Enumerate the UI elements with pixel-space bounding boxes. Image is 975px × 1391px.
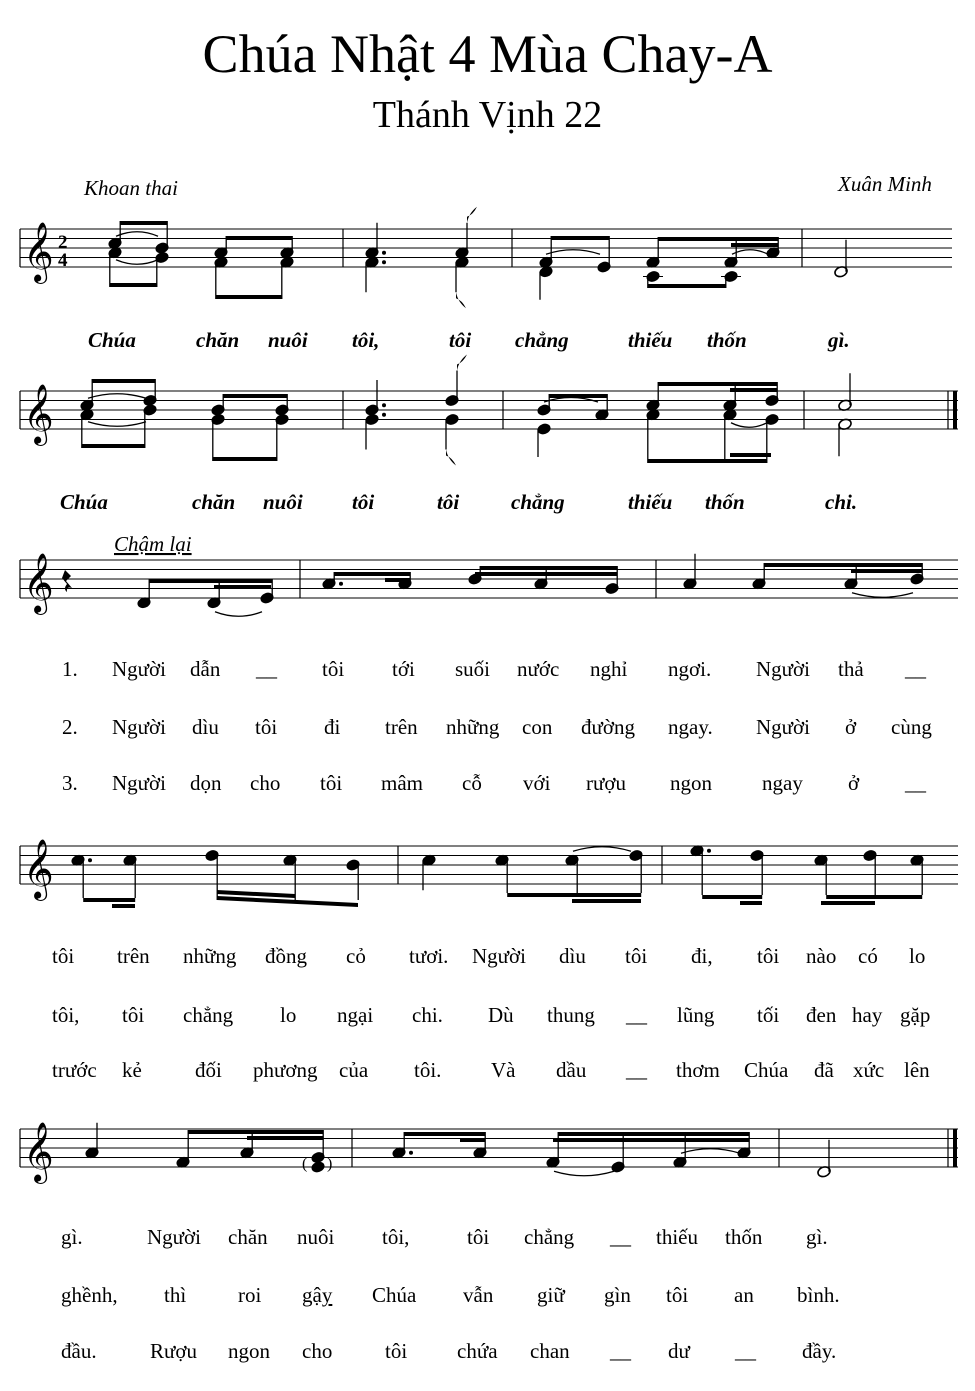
lyric-word: Chúa — [88, 328, 136, 352]
note-flag — [446, 450, 456, 466]
lyric-word: chứa — [457, 1339, 498, 1363]
augmentation-dot — [382, 251, 386, 255]
note-beam — [658, 382, 777, 386]
lyric-word: Người — [112, 657, 166, 681]
lyric-word: roi — [238, 1283, 262, 1307]
note-flag — [467, 207, 477, 223]
lyric-word: dẫn — [190, 657, 221, 681]
lyric-word: đã — [814, 1058, 834, 1082]
lyric-word: cùng — [891, 715, 932, 739]
lyric-word: tới — [392, 657, 415, 681]
lyric-word: __ — [626, 1058, 647, 1082]
lyric-word: tôi, — [52, 1003, 80, 1027]
lyric-word: cho — [302, 1339, 333, 1363]
lyric-word: 3. — [62, 771, 78, 795]
lyric-word: tươi. — [409, 944, 449, 968]
lyric-word: Người — [147, 1225, 201, 1249]
note-beam — [149, 579, 272, 583]
lyric-word: Chúa — [60, 490, 108, 514]
note-beam — [702, 895, 762, 899]
lyric-word: chi. — [825, 490, 858, 514]
lyric-word: thốn — [707, 328, 747, 352]
treble-clef: 𝄞 — [23, 553, 54, 613]
note-beam — [730, 453, 771, 457]
lyric-word: ngơi. — [668, 657, 712, 681]
lyric-word: Chúa — [372, 1283, 417, 1307]
lyric-word: rượu — [586, 771, 626, 795]
lyric-word: cỗ — [462, 771, 482, 795]
note-head — [311, 1161, 326, 1174]
lyric-word: đi — [324, 715, 341, 739]
lyric-word: Chúa — [744, 1058, 789, 1082]
lyric-word: của — [339, 1058, 369, 1082]
note-flag — [457, 355, 467, 371]
lyric-word: __ — [735, 1339, 756, 1363]
lyric-word: Người — [756, 657, 810, 681]
page-title: Chúa Nhật 4 Mùa Chay-A — [202, 24, 773, 84]
lyric-word: chẳng — [524, 1225, 575, 1249]
lyric-word: nào — [806, 944, 837, 968]
note-beam — [731, 243, 778, 247]
lyric-word: tôi — [320, 771, 343, 795]
lyric-word: Và — [491, 1058, 516, 1082]
lyric-word: đầu. — [61, 1339, 97, 1363]
lyric-word: bình. — [797, 1283, 840, 1307]
note-head — [537, 423, 552, 436]
lyric-word: nghỉ — [590, 657, 628, 681]
note-beam — [648, 284, 726, 288]
tie — [88, 394, 146, 399]
note-beam — [507, 893, 641, 897]
lyric-word: thiếu — [628, 328, 673, 352]
treble-clef: 𝄞 — [23, 384, 54, 444]
lyric-word: __ — [610, 1339, 631, 1363]
lyric-word: dìu — [192, 715, 219, 739]
note-beam — [404, 1132, 485, 1136]
lyric-word: gìn — [604, 1283, 631, 1307]
note-beam — [658, 237, 778, 241]
lyric-word: thung — [547, 1003, 595, 1027]
lyric-word: ghềnh, — [61, 1283, 118, 1307]
lyric-word: cỏ — [346, 944, 366, 968]
lyric-word: đường — [581, 715, 635, 739]
lyric-word: chi. — [412, 1003, 443, 1027]
lyric-word: gì. — [828, 328, 850, 352]
tie — [554, 1171, 614, 1176]
lyric-word: ngon — [670, 771, 712, 795]
lyric-word: thiếu — [628, 490, 673, 514]
augmentation-dot — [382, 403, 386, 407]
lyric-word: gậy — [302, 1283, 333, 1307]
optional-paren-close: ) — [327, 1155, 333, 1173]
treble-clef: 𝄞 — [23, 839, 54, 899]
lyric-word: ở — [845, 715, 857, 739]
note-beam — [213, 457, 277, 461]
lyric-word: Người — [472, 944, 526, 968]
lyric-word: ngại — [337, 1003, 374, 1027]
lyric-word: 2. — [62, 715, 78, 739]
augmentation-dot — [339, 582, 343, 586]
note-beam — [826, 895, 922, 899]
lyric-word: đầy. — [802, 1339, 837, 1363]
tempo-marking: Khoan thai — [84, 176, 178, 200]
note-beam — [120, 221, 167, 225]
lyric-word: tôi — [122, 1003, 145, 1027]
lyric-word: an — [734, 1283, 754, 1307]
tie — [852, 593, 913, 598]
treble-clef: 𝄞 — [23, 1122, 54, 1182]
lyric-word: giữ — [537, 1283, 565, 1307]
lyric-word: chăn — [192, 490, 236, 514]
composer-name: Xuân Minh — [838, 172, 932, 196]
lyric-word: chan — [530, 1339, 570, 1363]
lyric-word: chăn — [228, 1225, 268, 1249]
lyric-word: tôi — [255, 715, 278, 739]
note-beam — [764, 563, 922, 567]
lyric-word: thơm — [676, 1058, 720, 1082]
lyric-word: chăn — [196, 328, 240, 352]
lyric-word: tôi — [352, 490, 375, 514]
note-beam — [730, 388, 777, 392]
note-beam — [334, 572, 410, 576]
time-signature-bottom: 4 — [58, 250, 68, 271]
lyric-word: __ — [610, 1225, 631, 1249]
lyric-word: Rượu — [150, 1339, 197, 1363]
note-beam — [740, 901, 762, 905]
lyric-word: ở — [848, 771, 860, 795]
lyric-word: gì. — [806, 1225, 828, 1249]
note-beam — [110, 283, 157, 287]
lyric-word: tôi. — [414, 1058, 442, 1082]
note-beam — [247, 1136, 323, 1140]
lyric-word: có — [858, 944, 878, 968]
lyric-word: trước — [52, 1058, 97, 1082]
note-beam — [83, 898, 135, 902]
note-beam — [572, 899, 641, 903]
lyric-word: tối — [757, 1003, 780, 1027]
optional-paren-open: ( — [302, 1155, 308, 1173]
time-signature-top: 2 — [58, 232, 68, 253]
note-flag — [456, 292, 466, 308]
lyric-word: thốn — [705, 490, 745, 514]
note-beam — [223, 394, 287, 398]
lyric-word: những — [183, 944, 237, 968]
lyric-word: __ — [905, 657, 926, 681]
tie — [681, 1149, 740, 1154]
lyric-word: tôi — [437, 490, 460, 514]
lyric-word: suối — [455, 657, 491, 681]
lyric-word: tôi — [666, 1283, 689, 1307]
lyric-word: chẳng — [515, 328, 569, 352]
note-beam — [851, 569, 922, 573]
augmentation-dot — [409, 1151, 413, 1155]
note-beam — [217, 896, 358, 907]
lyric-word: kẻ — [122, 1058, 142, 1082]
tempo-change: Chậm lại — [114, 532, 192, 556]
lyric-word: lo — [909, 944, 926, 968]
augmentation-dot — [707, 849, 711, 853]
augmentation-dot — [382, 260, 386, 264]
augmentation-dot — [88, 858, 92, 862]
tie — [215, 612, 262, 617]
lyric-word: xức — [853, 1058, 885, 1082]
note-beam — [553, 1138, 749, 1142]
augmentation-dot — [382, 413, 386, 417]
lyric-word: tôi — [52, 944, 75, 968]
lyric-word: lên — [904, 1058, 930, 1082]
treble-clef: 𝄞 — [23, 222, 54, 282]
note-beam — [112, 904, 135, 908]
lyric-word: mâm — [381, 771, 423, 795]
lyric-word: cho — [250, 771, 281, 795]
lyric-word: Người — [112, 771, 166, 795]
lyric-word: tôi — [322, 657, 345, 681]
lyric-word: tôi — [467, 1225, 490, 1249]
note-head — [365, 413, 380, 426]
lyric-word: Dù — [488, 1003, 514, 1027]
note-head — [445, 413, 460, 426]
lyric-word: tôi, — [352, 328, 380, 352]
lyric-word: tôi — [385, 1339, 408, 1363]
note-beam — [648, 459, 767, 463]
lyric-word: thì — [164, 1283, 187, 1307]
lyric-word: __ — [905, 771, 926, 795]
note-beam — [188, 1130, 323, 1134]
note-beam — [82, 444, 145, 448]
lyric-word: ngay. — [668, 715, 713, 739]
tie — [116, 260, 158, 265]
lyric-word: thả — [838, 657, 864, 681]
lyric-word: thiếu — [656, 1225, 698, 1249]
lyric-word: lũng — [677, 1003, 715, 1027]
note-beam — [480, 566, 617, 570]
note-beam — [551, 236, 609, 240]
lyric-word: __ — [626, 1003, 647, 1027]
tie — [544, 398, 598, 403]
lyric-word: nước — [517, 657, 560, 681]
tie — [732, 250, 768, 255]
lyric-word: đồng — [265, 944, 307, 968]
note-beam — [475, 572, 617, 576]
lyric-word: tôi — [625, 944, 648, 968]
lyric-word: trên — [117, 944, 150, 968]
lyric-word: những — [446, 715, 500, 739]
lyric-word: thốn — [725, 1225, 763, 1249]
lyric-word: Người — [112, 715, 166, 739]
note-beam — [226, 236, 292, 240]
lyric-word: Người — [756, 715, 810, 739]
tie — [88, 422, 146, 427]
note-beam — [821, 901, 875, 905]
lyric-word: dư — [668, 1339, 690, 1363]
lyric-word: đi, — [691, 944, 713, 968]
tie — [731, 423, 767, 428]
lyric-word: dọn — [190, 771, 222, 795]
note-beam — [558, 1132, 749, 1136]
lyric-word: chẳng — [511, 490, 565, 514]
lyric-word: dầu — [556, 1058, 587, 1082]
tie — [573, 847, 631, 852]
lyric-word: con — [522, 715, 553, 739]
lyric-word: đen — [806, 1003, 837, 1027]
lyric-word: lo — [280, 1003, 297, 1027]
lyric-word: chẳng — [183, 1003, 234, 1027]
note-beam — [92, 379, 155, 383]
lyric-word: nuôi — [268, 328, 308, 352]
lyric-word: trên — [385, 715, 418, 739]
lyric-word: nuôi — [297, 1225, 335, 1249]
lyric-word: phương — [253, 1058, 318, 1082]
tie — [116, 232, 158, 237]
page-subtitle: Thánh Vịnh 22 — [372, 94, 603, 136]
lyric-word: dìu — [559, 944, 586, 968]
lyric-word: ngon — [228, 1339, 270, 1363]
lyric-word: 1. — [62, 657, 78, 681]
note-beam — [214, 585, 271, 589]
lyric-word: tôi — [449, 328, 472, 352]
lyric-word: với — [523, 771, 551, 795]
lyric-word: __ — [256, 657, 277, 681]
lyric-word: tôi — [757, 944, 780, 968]
lyric-word: gì. — [61, 1225, 83, 1249]
lyric-word: đối — [195, 1058, 222, 1082]
note-beam — [216, 295, 282, 299]
note-beam — [460, 1138, 485, 1142]
lyric-word: tôi, — [382, 1225, 410, 1249]
lyric-word: hay — [852, 1003, 883, 1027]
lyric-word: vẫn — [463, 1283, 494, 1307]
tie — [546, 250, 600, 255]
note-beam — [385, 578, 410, 582]
lyric-word: gặp — [900, 1003, 931, 1027]
lyric-word: ngay — [762, 771, 803, 795]
lyric-word: nuôi — [263, 490, 303, 514]
